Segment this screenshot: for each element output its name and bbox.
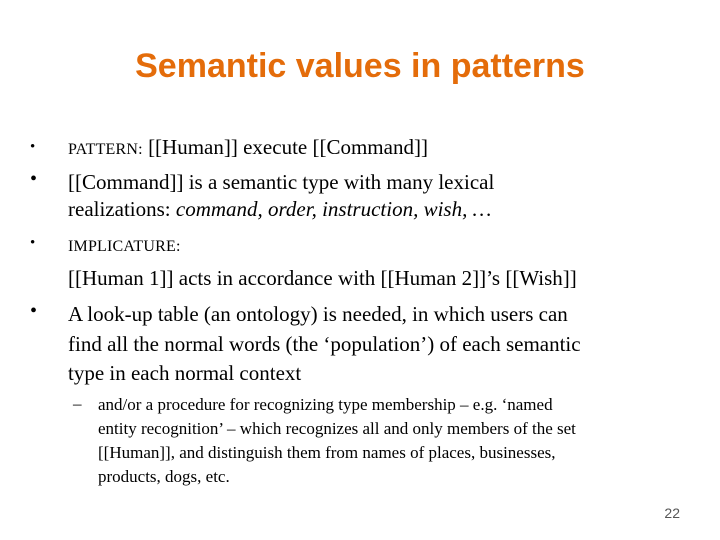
pattern-label: PATTERN:: [68, 141, 143, 158]
bullet-marker: •: [30, 168, 38, 190]
realizations-list: command, order, instruction, wish, …: [175, 197, 492, 221]
realizations-label: realizations:: [68, 197, 176, 221]
page-number: 22: [664, 505, 680, 521]
sub-bullet-line3: [[Human]], and distinguish them from names of places, businesses,: [98, 443, 556, 462]
sub-bullet-line4: products, dogs, etc.: [98, 467, 230, 486]
implicature-label: IMPLICATURE:: [68, 238, 181, 255]
bullet-pattern: [68, 134, 428, 163]
bullet-marker: •: [30, 300, 38, 322]
pattern-text: [[Human]] execute [[Command]]: [142, 135, 428, 159]
bullet-implicature: [68, 231, 181, 260]
bullet-lookup-line2: find all the normal words (the ‘population’) of each semantic: [68, 332, 581, 356]
bullet-command-line1: [[Command]] is a semantic type with many lexical: [68, 170, 495, 194]
sub-bullet-dash: –: [73, 394, 82, 413]
sub-bullet-line1: and/or a procedure for recognizing type membership – e.g. ‘named: [98, 395, 553, 414]
slide-title: Semantic values in patterns: [135, 47, 585, 85]
implicature-text: [[Human 1]] acts in accordance with [[Human 2]]’s [[Wish]]: [68, 266, 577, 290]
sub-bullet-line2: entity recognition’ – which recognizes all and only members of the set: [98, 419, 576, 438]
bullet-marker: •: [30, 235, 36, 251]
bullet-command-line2: [68, 196, 491, 222]
bullet-lookup-line1: A look-up table (an ontology) is needed, in which users can: [68, 302, 568, 326]
bullet-marker: •: [30, 139, 36, 155]
bullet-lookup-line3: type in each normal context: [68, 361, 302, 385]
